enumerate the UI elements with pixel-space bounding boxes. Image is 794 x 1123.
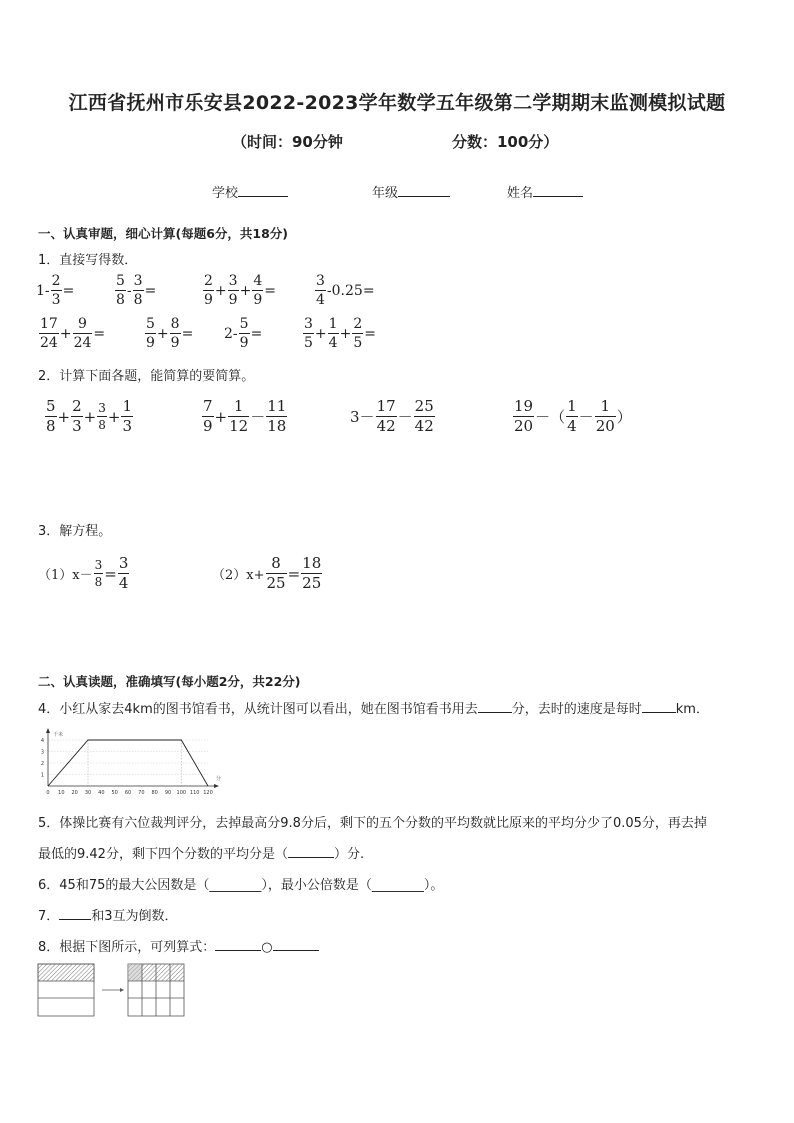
fraction: $\frac{1}{3}$: [122, 397, 133, 435]
q3-equation-2: （2）x+ $\frac{8}{25}$ = $\frac{18}{25}$: [212, 554, 322, 592]
chart-grid: [48, 740, 208, 786]
x-tick-label: 80: [151, 790, 158, 796]
q8-blank-1[interactable]: [215, 950, 261, 951]
x-tick-label: 0: [46, 790, 50, 796]
x-tick-label: 60: [124, 790, 132, 796]
exam-time: （时间：90分钟: [232, 133, 343, 151]
fraction: 1 4: [567, 397, 577, 435]
fraction: $\frac{3}{8}$: [94, 558, 103, 589]
q2-prompt: 2．计算下面各题，能简算的要简算。: [38, 369, 255, 384]
q8-blank-2[interactable]: [273, 950, 319, 951]
q1-expr-5: 17 24 + $\frac{9}{24}$ =: [40, 316, 106, 351]
fraction: 7 9: [203, 397, 213, 435]
distance-time-chart: [36, 728, 226, 800]
y-axis-arrow: [46, 728, 50, 733]
grade-label: 年级: [372, 186, 399, 201]
fraction: $\frac{4}{9}$: [253, 273, 263, 308]
fraction: 11 18: [267, 397, 287, 435]
q4-blank-1[interactable]: [478, 712, 512, 713]
fraction: 3 4: [316, 273, 325, 308]
q3-equation-1: （1）x－ $\frac{3}{8}$ = $\frac{3}{4}$: [38, 554, 129, 592]
y-tick-label: 4: [40, 737, 44, 744]
x-axis-arrow: [214, 784, 219, 788]
fraction: 1 20: [595, 397, 615, 435]
q1-expr-7: 2 - $\frac{5}{9}$ =: [224, 316, 263, 351]
fraction: 17 24: [40, 316, 58, 351]
q2-expr-2: 7 9 + $\frac{1}{12}$ － 11 18: [203, 397, 287, 435]
fraction: 3 5: [304, 316, 313, 351]
q1-expr-3: 2 9 + $\frac{3}{9}$ + $\frac{4}{9}$ =: [204, 273, 276, 308]
x-tick-label: 20: [71, 790, 78, 796]
left-shaded-part: [38, 964, 94, 981]
fraction: 19 20: [514, 397, 534, 435]
fraction: $\frac{8}{9}$: [170, 316, 180, 351]
q3-prompt: 3．解方程。: [38, 524, 112, 539]
fraction: 2 9: [204, 273, 213, 308]
q8-text: 8．根据下图所示，可列算式： ○: [38, 936, 319, 955]
q4-blank-2[interactable]: [642, 712, 676, 713]
section2-header: 二、认真读题，准确填写(每小题2分，共22分): [38, 674, 301, 689]
y-axis-label: 千米: [53, 732, 64, 738]
q2-expr-4: 19 20 － （ 1 4 － 1 20 ）: [514, 397, 632, 435]
fraction: $\frac{9}{24}$: [73, 316, 92, 351]
fraction: 5 8: [116, 273, 125, 308]
fraction: 25 42: [414, 397, 434, 435]
x-tick-label: 100: [176, 790, 187, 796]
q5-line-2: 最低的9.42分，剩下四个分数的平均分是（ ）分.: [38, 847, 365, 862]
exam-score: 分数：100分）: [452, 133, 559, 151]
fraction-diagram: [36, 962, 188, 1020]
exam-title: 江西省抚州市乐安县2022-2023学年数学五年级第二学期期末监测模拟试题: [68, 92, 726, 114]
fraction: $\frac{1}{12}$: [229, 397, 249, 435]
q1-expr-4: 3 4 -0.25=: [316, 273, 375, 308]
fraction: 17 42: [376, 397, 396, 435]
fraction: $\frac{5}{9}$: [239, 316, 249, 351]
q1-expr-6: 5 9 + $\frac{8}{9}$ =: [146, 316, 194, 351]
y-tick-label: 2: [40, 760, 44, 767]
q7-text: 7． 和3互为倒数．: [38, 909, 178, 924]
q1-expr-2: 5 8 - $\frac{3}{8}$ =: [116, 273, 157, 308]
fraction: $\frac{2}{3}$: [72, 397, 82, 435]
fraction: $\frac{3}{9}$: [228, 273, 238, 308]
x-tick-label: 30: [84, 790, 92, 796]
x-tick-label: 10: [58, 790, 65, 796]
name-blank[interactable]: [533, 182, 583, 197]
school-field[interactable]: [212, 182, 288, 201]
q1-expr-8: 3 5 + $\frac{1}{4}$ + $\frac{2}{5}$ =: [304, 316, 376, 351]
x-tick-label: 120: [203, 790, 213, 796]
fraction: $\frac{8}{25}$: [266, 554, 286, 592]
fraction: $\frac{3}{8}$: [133, 273, 143, 308]
x-axis-label: 分: [216, 776, 222, 782]
q1-expr-1: 1 - $\frac{2}{3}$ =: [36, 273, 75, 308]
fraction: $\frac{18}{25}$: [302, 554, 322, 592]
q4-text: 4．小红从家去4km的图书馆看书，从统计图可以看出，她在图书馆看书用去 分，去时的速度是每时 km．: [38, 702, 709, 717]
x-tick-label: 40: [98, 790, 105, 796]
grade-blank[interactable]: [398, 182, 450, 197]
x-tick-label: 50: [111, 790, 118, 796]
fraction: $\frac{3}{4}$: [118, 554, 129, 592]
name-field[interactable]: [507, 182, 583, 201]
q5-line-1: 5．体操比赛有六位裁判评分，去掉最高分9.8分后，剩下的五个分数的平均数就比原来的平均分少了0.05分，再去掉: [38, 816, 707, 831]
fraction: $\frac{2}{3}$: [51, 273, 61, 308]
section1-header: 一、认真审题，细心计算(每题6分，共18分): [38, 226, 289, 241]
q5-blank[interactable]: [288, 857, 334, 858]
name-label: 姓名: [507, 186, 534, 201]
fraction: $\frac{2}{5}$: [353, 316, 363, 351]
x-tick-label: 70: [138, 790, 145, 796]
school-label: 学校: [212, 186, 239, 201]
y-tick-label: 3: [40, 749, 44, 756]
x-tick-label: 110: [189, 790, 200, 796]
double-shaded-cell: [128, 964, 142, 981]
q6-text: 6．45和75的最大公因数是（________），最小公倍数是（________）。: [38, 878, 444, 893]
y-tick-label: 1: [40, 772, 44, 779]
fraction: $\frac{1}{4}$: [328, 316, 338, 351]
x-tick-label: 90: [164, 790, 172, 796]
fraction: 5 8: [46, 397, 56, 435]
school-blank[interactable]: [238, 182, 288, 197]
q2-expr-3: 3 － 17 42 － 25 42: [350, 397, 434, 435]
fraction: $\frac{3}{8}$: [98, 401, 106, 432]
q7-blank[interactable]: [59, 919, 91, 920]
q2-expr-1: 5 8 + $\frac{2}{3}$ + $\frac{3}{8}$ + $\frac{1}{3}$: [46, 397, 133, 435]
q1-prompt: 1．直接写得数．: [38, 253, 138, 268]
fraction: 5 9: [146, 316, 155, 351]
grade-field[interactable]: [372, 182, 450, 201]
arrow-head: [120, 988, 124, 992]
